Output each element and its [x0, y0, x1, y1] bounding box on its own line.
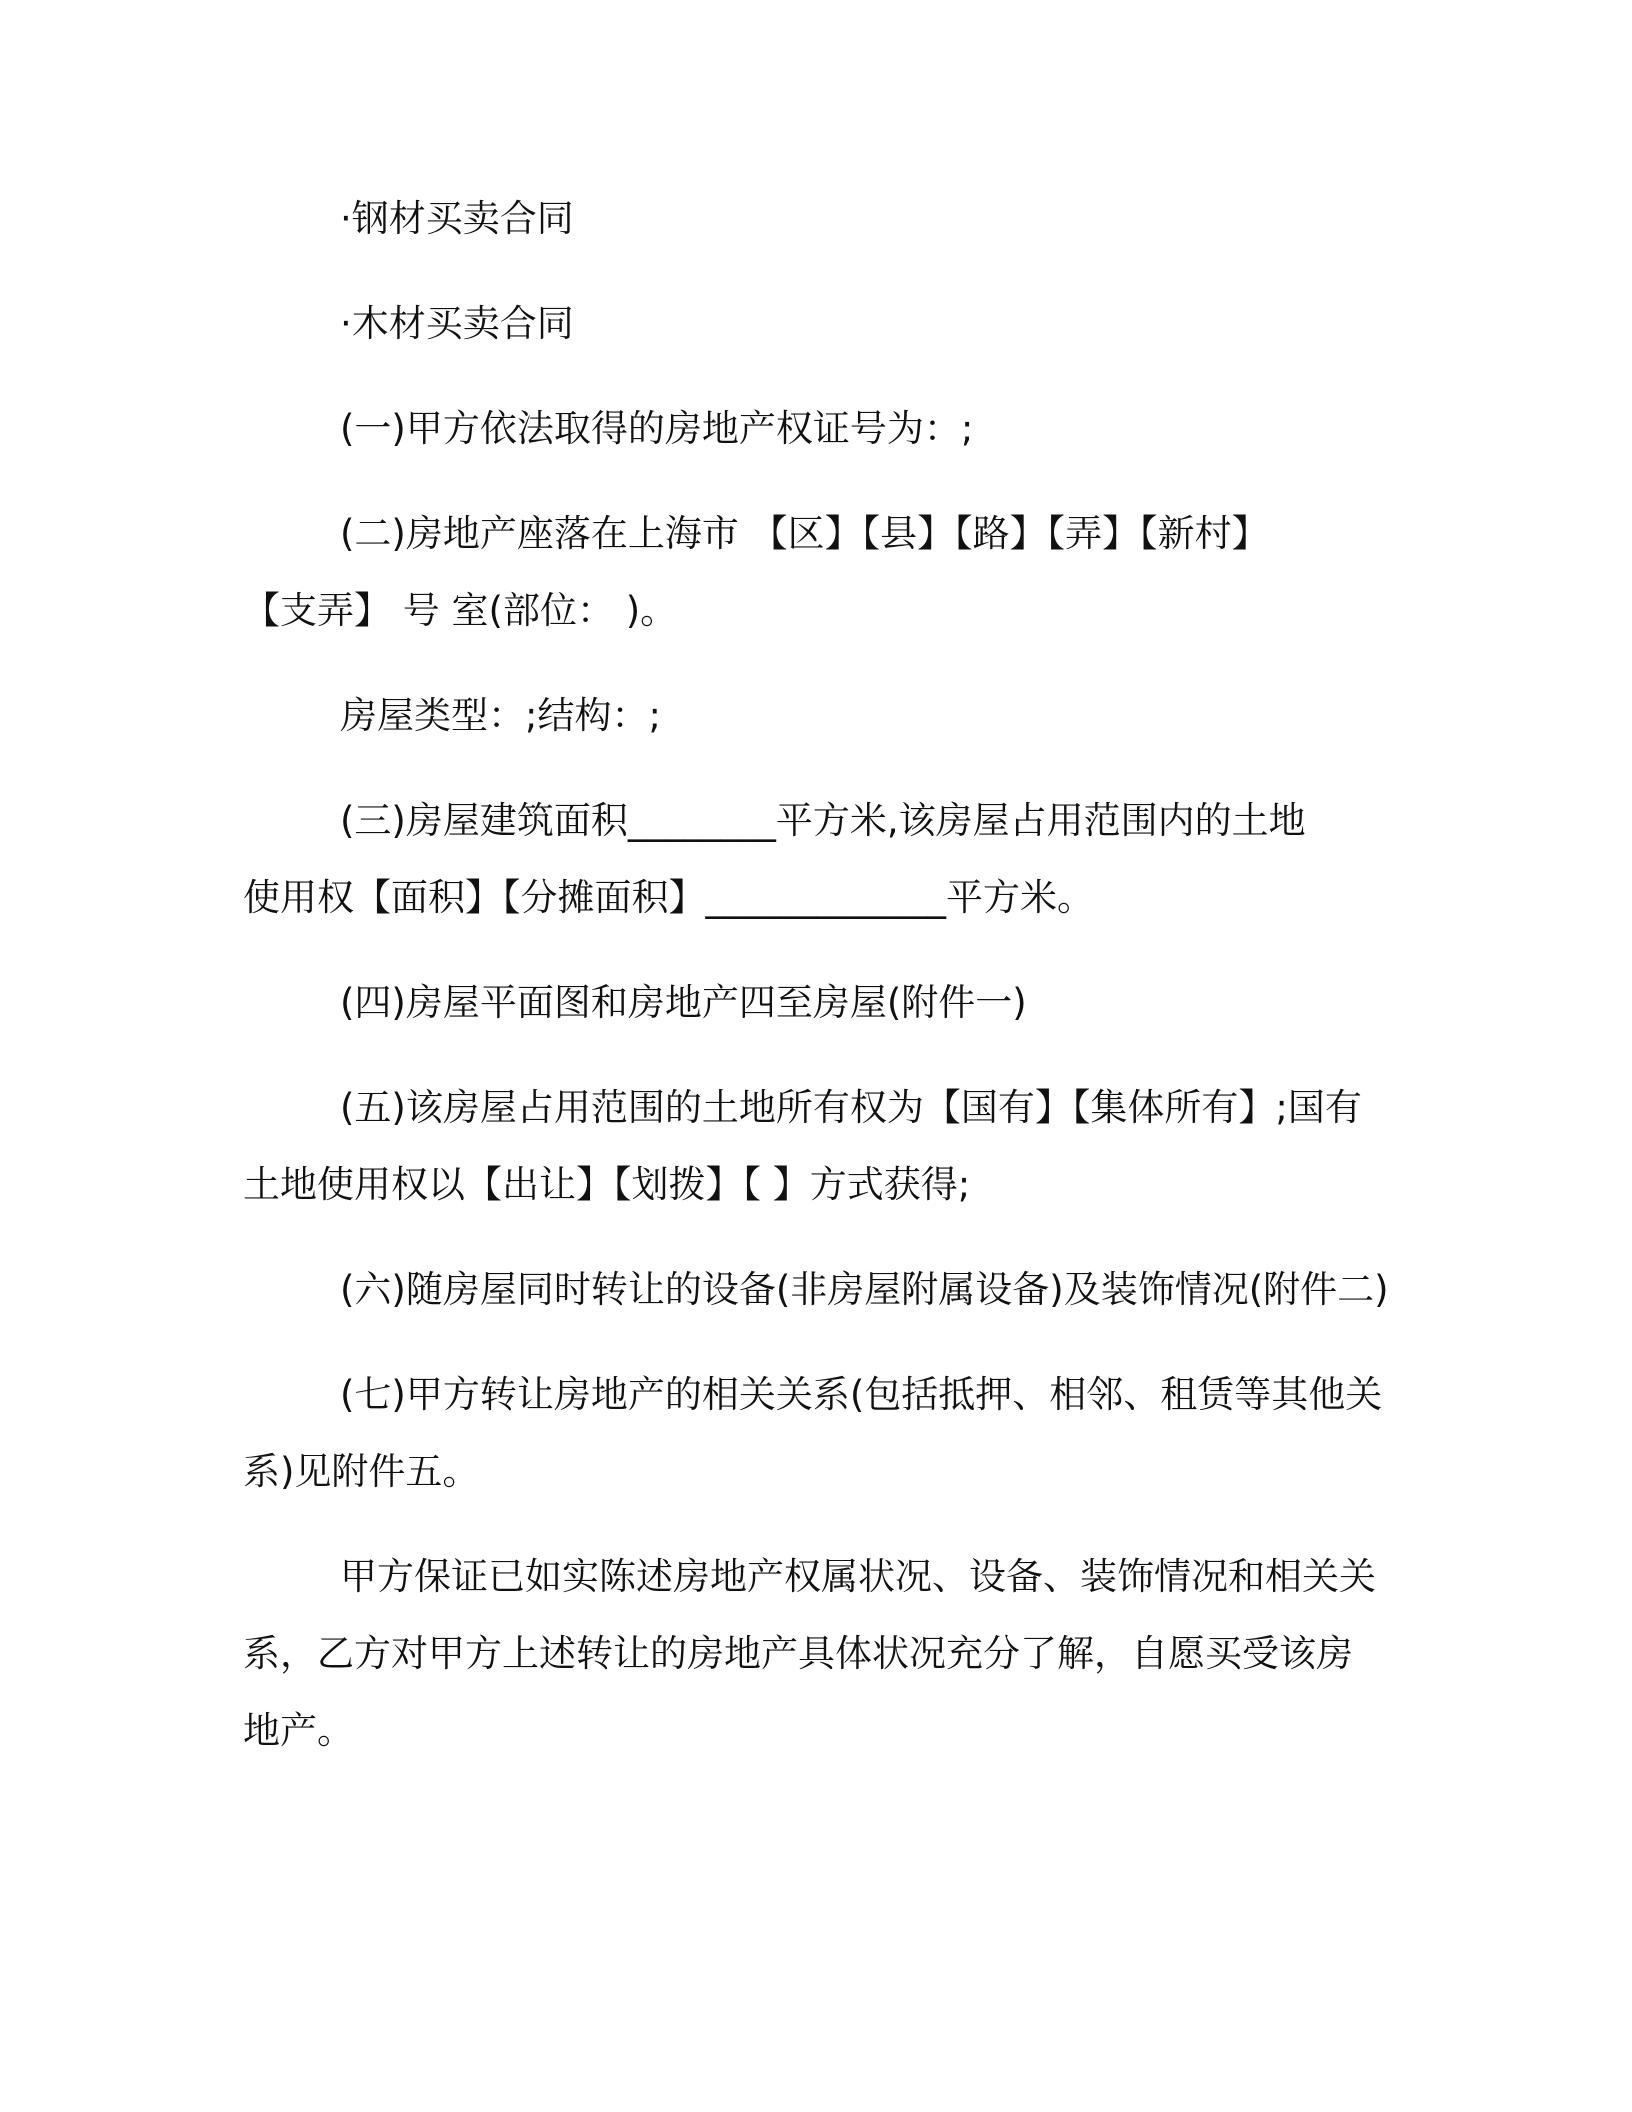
clause-3-area [243, 782, 1443, 936]
paragraph-line: 土地使用权以【出让】【划拨】【 】方式获得; [243, 1163, 971, 1206]
paragraph-line: (三)房屋建筑面积________平方米,该房屋占用范围内的土地 [340, 799, 1306, 842]
party-a-guarantee [243, 1538, 1443, 1769]
paragraph-line: 甲方保证已如实陈述房地产权属状况、设备、装饰情况和相关关 [340, 1555, 1376, 1598]
paragraph-line: (二)房地产座落在上海市 【区】【县】【路】【弄】【新村】 [340, 512, 1269, 555]
paragraph-line: 房屋类型：;结构：; [340, 694, 661, 737]
house-type-structure [243, 677, 1443, 754]
clause-7-relations [243, 1356, 1443, 1510]
document-body [243, 180, 1443, 1797]
paragraph-line: (一)甲方依法取得的房地产权证号为：; [340, 407, 974, 450]
paragraph-line: ·木材买卖合同 [340, 302, 574, 345]
paragraph-line: (四)房屋平面图和房地产四至房屋(附件一) [340, 981, 1027, 1024]
paragraph-line: 使用权【面积】【分摊面积】_____________平方米。 [243, 876, 1094, 919]
paragraph-line: 系)见附件五。 [243, 1450, 480, 1493]
clause-6-equipment [243, 1251, 1443, 1328]
clause-4-floor-plan [243, 964, 1443, 1041]
paragraph-line: 系，乙方对甲方上述转让的房地产具体状况充分了解，自愿买受该房 [243, 1632, 1353, 1675]
paragraph-line: (六)随房屋同时转让的设备(非房屋附属设备)及装饰情况(附件二) [340, 1268, 1389, 1311]
list-item-timber-contract [243, 285, 1443, 362]
paragraph-line: ·钢材买卖合同 [340, 197, 574, 240]
paragraph-line: (五)该房屋占用范围的土地所有权为【国有】【集体所有】;国有 [340, 1086, 1362, 1129]
clause-1-certificate [243, 390, 1443, 467]
clause-2-location [243, 495, 1443, 649]
clause-5-land-ownership [243, 1069, 1443, 1223]
list-item-steel-contract [243, 180, 1443, 257]
paragraph-line: 地产。 [243, 1709, 354, 1752]
paragraph-line: (七)甲方转让房地产的相关关系(包括抵押、相邻、租赁等其他关 [340, 1373, 1383, 1416]
paragraph-line: 【支弄】 号 室(部位： )。 [243, 589, 678, 632]
